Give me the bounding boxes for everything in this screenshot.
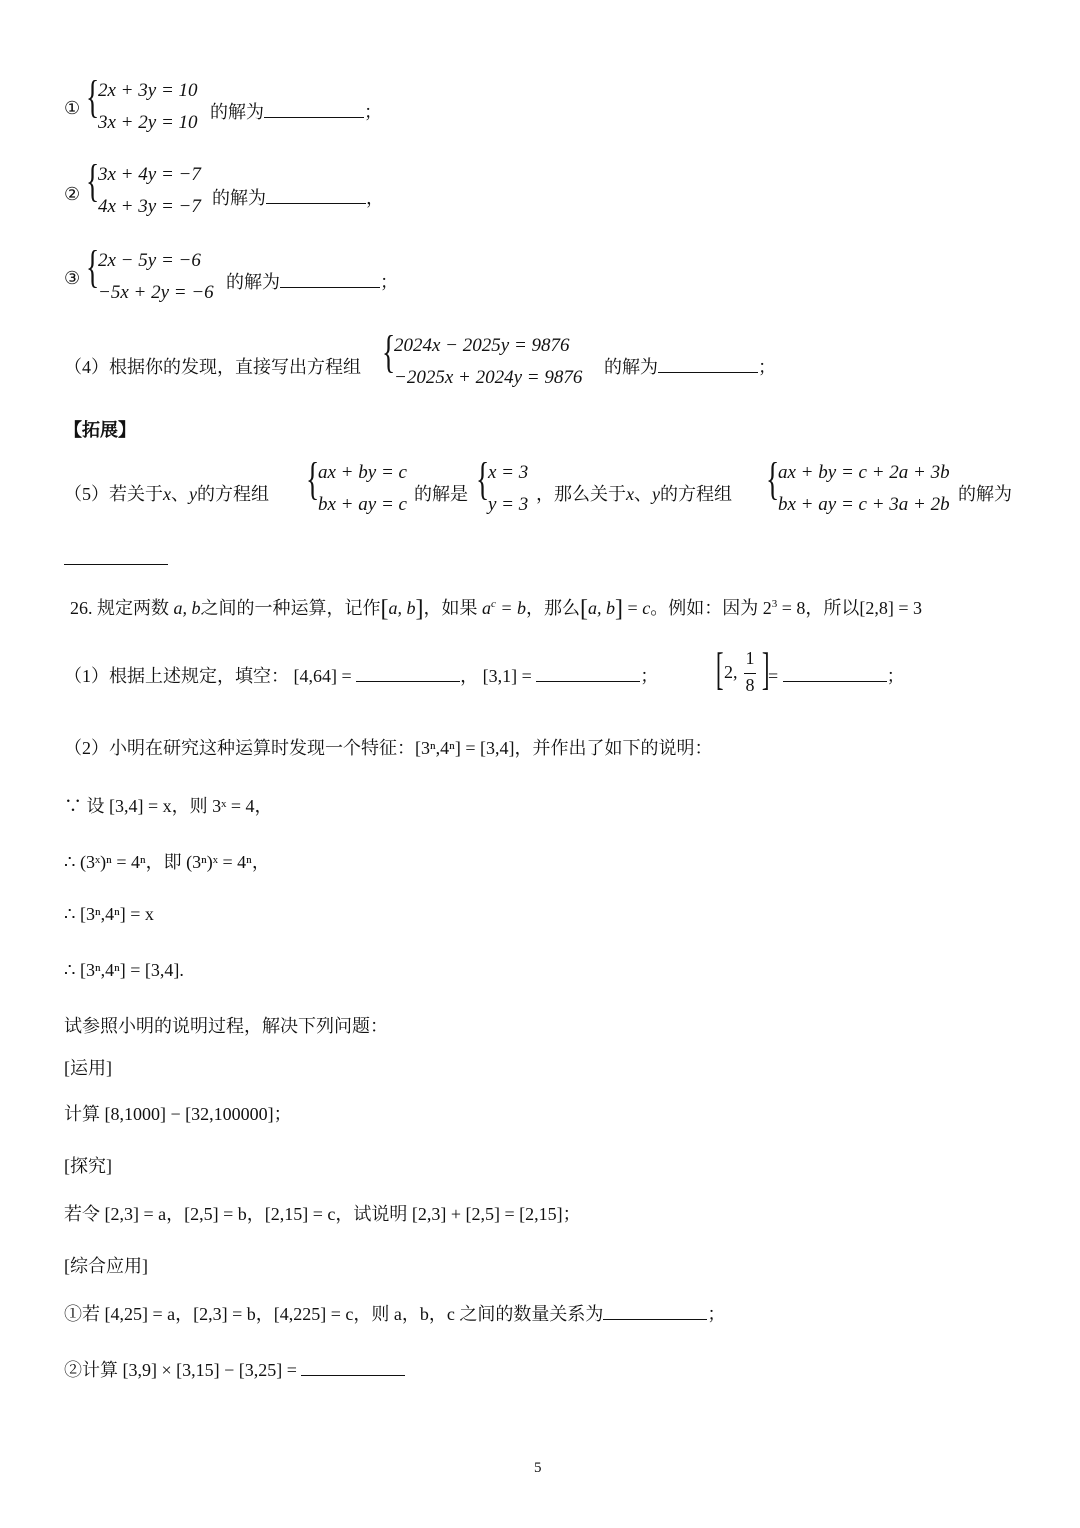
var-x: x [626,484,634,504]
equation: 2024x − 2025y = 9876 [394,335,570,356]
item-1-number: ① [64,98,81,118]
question-26-part2 [64,734,712,760]
brace-icon: { [86,71,100,122]
equation-system-2 [86,155,216,224]
equation: 2x − 5y = −6 [98,250,201,271]
text: ，如果 [423,598,478,618]
equation: 2x + 3y = 10 [98,80,198,101]
suffix-text: 的解为 [226,272,280,292]
text: 26. 规定两数 [70,598,169,618]
proof-line-4: ∴ [3ⁿ,4ⁿ] = [3,4]. [64,960,184,980]
brace-icon: { [86,241,100,292]
text: 的解是 [414,484,468,504]
math: = [768,666,779,686]
answer-blank[interactable] [658,356,758,373]
part1-tail: = ； [768,666,905,686]
heading-explore: [探究] [64,1156,112,1176]
suffix-text: 的解为 [604,357,658,377]
punct: ； [364,102,382,122]
text: 之间的一种运算，记作 [200,598,381,618]
equation-system-5a [306,453,416,522]
equation: −5x + 2y = −6 [98,282,214,303]
equation: bx + ay = c + 3a + 2b [778,494,950,515]
calc-question: 计算 [8,1000] − [32,100000]； [64,1104,292,1124]
equation: ax + by = c [318,462,407,483]
page-number: 5 [534,1460,542,1476]
equation-system-4 [382,326,602,395]
section-heading-expand: 【拓展】 [64,420,136,440]
punct: ， [366,188,384,208]
question-4-prompt: （4）根据你的发现，直接写出方程组 [64,357,361,377]
text: ，那么 [526,598,581,618]
answer-blank[interactable] [280,271,380,288]
answer-blank[interactable] [301,1359,405,1376]
text: ②计算 [3,9] × [3,15] − [3,25] = [64,1360,297,1380]
equation: ax + by = c + 2a + 3b [778,462,950,483]
text: 。例如：因为 [650,598,759,618]
question-5-answer-blank[interactable] [64,548,168,570]
equation-system-3 [86,241,226,310]
var-y: y [652,484,660,504]
equation: 3x + 4y = −7 [98,164,201,185]
math: 2, [724,662,738,682]
item-2-tail [212,184,384,210]
apply-question-1 [64,1300,725,1326]
math: [4,64] = [293,666,352,686]
fraction-denominator: 8 [745,675,755,695]
math: [3,1] = [482,666,532,686]
equation: x = 3 [488,462,529,483]
heading-use: [运用] [64,1058,112,1078]
brace-icon: { [476,453,490,504]
punct: ； [380,272,398,292]
math: [3ⁿ,4ⁿ] = [3,4] [415,738,515,758]
math-def: $a^c = b$ [482,598,527,618]
math: a, b [388,598,416,618]
text: ，并作出了如下的说明： [514,738,713,758]
equation-system-1 [86,71,216,140]
item-1-tail [210,98,382,124]
answer-blank[interactable] [356,665,460,682]
equation: 4x + 3y = −7 [98,196,201,217]
question-4-tail [604,353,776,379]
answer-blank[interactable] [266,187,366,204]
item-2-number: ② [64,184,81,204]
var-x: x [163,484,171,504]
proof-line-3: ∴ [3ⁿ,4ⁿ] = x [64,904,154,924]
text: 的方程组 [660,484,732,504]
text: 的方程组 [197,484,269,504]
text: ，所以 [805,598,860,618]
var-y: y [189,484,197,504]
punct: ； [758,357,776,377]
question-5-prompt [64,480,269,506]
answer-blank[interactable] [603,1303,707,1320]
equation: −2025x + 2024y = 9876 [394,367,583,388]
item-3-number: ③ [64,268,81,288]
item-3-tail [226,268,398,294]
suffix-text: 的解为 [210,102,264,122]
text: 的解为 [958,484,1012,504]
math-example: $2^3 = 8$ [762,598,806,618]
explore-question: 若令 [2,3] = a，[2,5] = b，[2,15] = c，试说明 [2,3] + [2,5] = [2,15]； [64,1204,581,1224]
brace-icon: { [86,155,100,206]
brace-icon: { [766,453,780,504]
text: （2）小明在研究这种运算时发现一个特征： [64,738,415,758]
answer-blank[interactable] [264,101,364,118]
fraction-numerator: 1 [745,648,755,668]
brace-icon: { [306,453,320,504]
proof-line-1: ∵ 设 [3,4] = x，则 3ˣ = 4， [64,796,273,816]
heading-apply: [综合应用] [64,1256,148,1276]
equation: 3x + 2y = 10 [98,112,198,133]
apply-question-2 [64,1356,405,1382]
math: [2,8] = 3 [859,598,922,618]
text: ①若 [4,25] = a，[2,3] = b，[4,225] = c，则 a，b，c 之间的数量关系为 [64,1304,604,1324]
math: a, b [173,598,201,618]
question-26-part1: （1）根据上述规定，填空： [4,64] = ， [3,1] = ； [64,666,659,686]
answer-blank[interactable] [536,665,640,682]
suffix-text: 的解为 [212,188,266,208]
punct: ； [707,1304,726,1324]
instruction-text: 试参照小明的说明过程，解决下列问题： [64,1016,388,1036]
text: 、 [634,484,652,504]
text: （5）若关于 [64,484,163,504]
text: ，那么关于 [536,484,626,504]
brace-icon: { [382,326,396,377]
text: 、 [171,484,189,504]
question-26-intro: 26. 规定两数 a, b之间的一种运算，记作[a, b]，如果 $a^c = b$，那么[a, b] = c。例如：因为 $2^3 = 8$，所以[2,8] = 3 [70,596,922,622]
answer-blank[interactable] [783,665,887,682]
equation-system-5b [766,453,961,522]
text: （1）根据上述规定，填空： [64,666,289,686]
equation: bx + ay = c [318,494,407,515]
proof-line-2: ∴ (3ˣ)ⁿ = 4ⁿ，即 (3ⁿ)ˣ = 4ⁿ， [64,852,270,872]
question-5-mid [536,480,732,506]
equation: y = 3 [488,494,529,515]
